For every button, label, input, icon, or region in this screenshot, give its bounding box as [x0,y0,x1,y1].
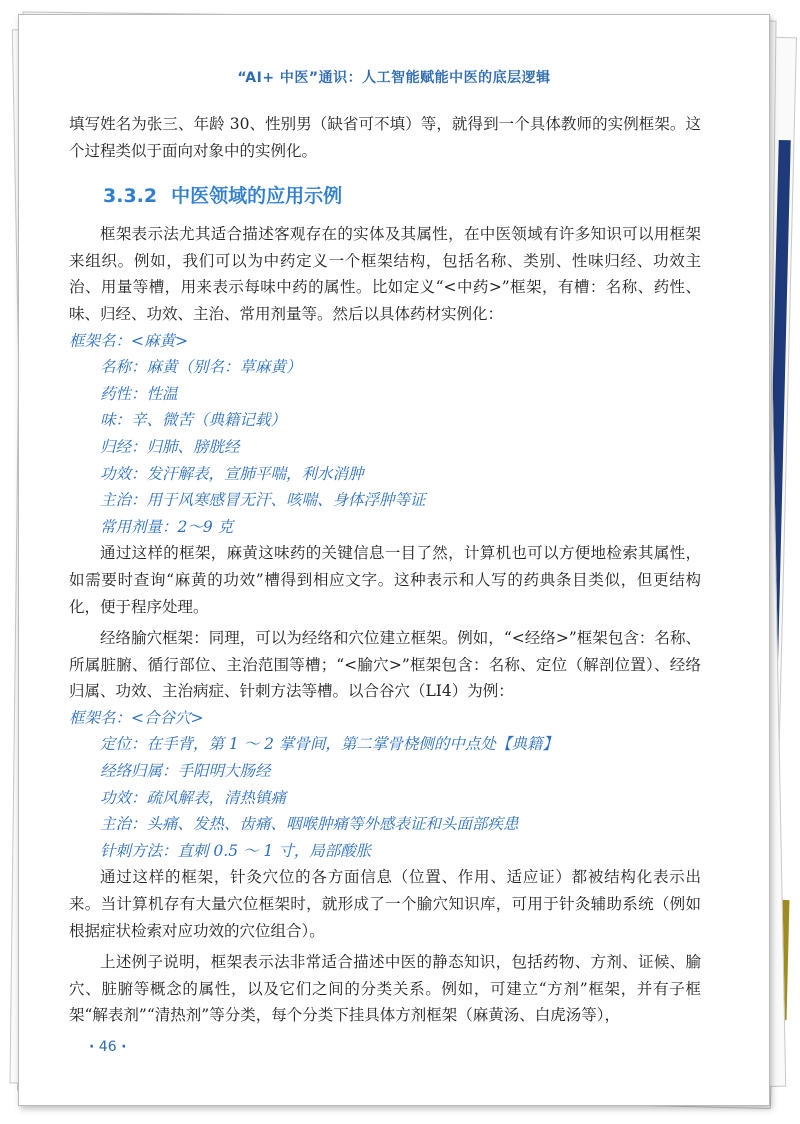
frame-slot: 常用剂量：2～9 克 [100,517,234,536]
frame-slot: 功效：发汗解表，宣肺平喘，利水消肿 [100,464,364,483]
frame-slot: 主治：头痛、发热、齿痛、咽喉肿痛等外感表证和头面部疾患 [100,815,519,834]
paragraph: 经络腧穴框架：同理，可以为经络和穴位建立框架。例如，“<经络>”框架包含：名称、所属脏腑、循行部位、主治范围等槽；“<腧穴>”框架包含：名称、定位（解剖位置）、经络归属、功效、主治病症、针刺方法等槽。以合谷穴（LI4）为例： [69,629,701,701]
running-header: “AI+ 中医”通识：人工智能赋能中医的底层逻辑 [237,70,551,86]
frame-slot: 功效：疏风解表，清热镇痛 [100,788,287,807]
page-number-dot: · [121,1039,127,1055]
frame-slot: 名称：麻黄（别名：草麻黄） [100,358,302,377]
paragraph: 通过这样的框架，麻黄这味药的关键信息一目了然，计算机也可以方便地检索其属性，如需要时查询“麻黄的功效”槽得到相应文字。这种表示和人写的药典条目类似，但更结构化，便于程序处理。 [69,544,701,616]
frame-slot: 针刺方法：直刺 0.5 ～ 1 寸，局部酸胀 [100,841,372,860]
page-number-dot: · [89,1039,95,1055]
paragraph: 框架表示法尤其适合描述客观存在的实体及其属性，在中医领域有许多知识可以用框架来组织。例如，我们可以为中药定义一个框架结构，包括名称、类别、性味归经、功效主治、用量等槽，用来表示每味中药的属性。比如定义“<中药>”框架，有槽：名称、药性、味、归经、功效、主治、常用剂量等。然后以具体药材实例化： [69,225,701,323]
frame-example-mahuang [69,328,701,541]
frame-slot: 经络归属：手阳明大肠经 [100,762,271,781]
section-heading [69,177,701,215]
paragraph: 上述例子说明，框架表示法非常适合描述中医的静态知识，包括药物、方剂、证候、腧穴、脏腑等概念的属性，以及它们之间的分类关系。例如，可建立“方剂”框架，并有子框架“解表剂”“清热剂”等分类，每个分类下挂具体方剂框架（麻黄汤、白虎汤等）， [69,953,701,1025]
frame-name: 框架名：<麻黄> [69,331,188,350]
frame-slot: 主治：用于风寒感冒无汗、咳喘、身体浮肿等证 [100,491,426,510]
frame-example-hegu [69,705,701,865]
frame-slot: 定位：在手背，第 1 ～ 2 掌骨间，第二掌骨桡侧的中点处【典籍】 [100,735,558,754]
page-number-value: 46 [98,1039,117,1055]
frame-slot: 味：辛、微苦（典籍记载） [100,411,287,430]
page-number [89,1039,126,1055]
frame-slot: 归经：归肺、膀胱经 [100,437,240,456]
page-body [69,111,701,1029]
frame-name: 框架名：<合谷穴> [69,708,204,727]
section-title: 中医领域的应用示例 [171,185,343,208]
paragraph: 通过这样的框架，针灸穴位的各方面信息（位置、作用、适应证）都被结构化表示出来。当计算机存有大量穴位框架时，就形成了一个腧穴知识库，可用于针灸辅助系统（例如根据症状检索对应功效的穴位组合）。 [69,868,701,940]
paragraph: 填写姓名为张三、年龄 30、性别男（缺省可不填）等，就得到一个具体教师的实例框架。这个过程类似于面向对象中的实例化。 [69,115,701,160]
book-page [18,14,770,1106]
frame-slot: 药性：性温 [100,384,178,403]
section-number: 3.3.2 [103,185,158,208]
